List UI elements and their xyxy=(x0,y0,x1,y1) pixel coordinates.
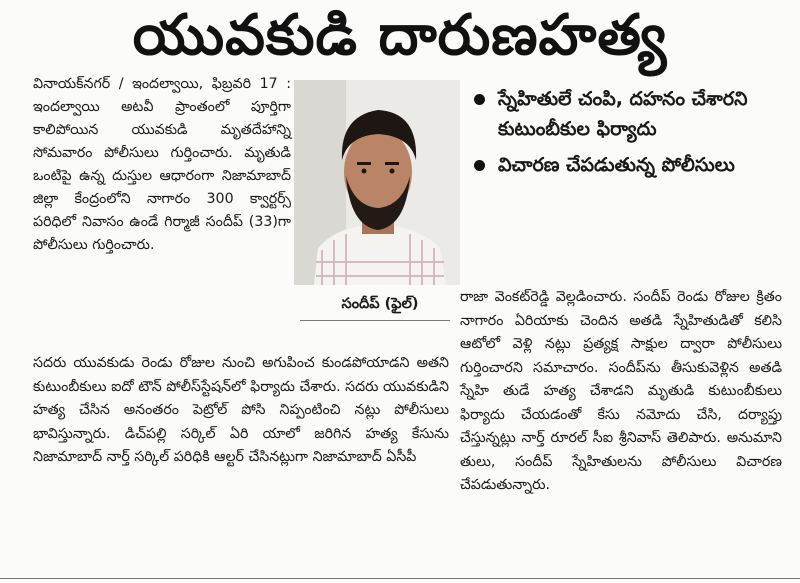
victim-photo xyxy=(294,80,460,285)
bullet-icon xyxy=(474,160,485,171)
bullet-icon xyxy=(474,94,485,105)
article-headline: యువకుడి దారుణహత్య xyxy=(132,3,668,68)
highlights-box xyxy=(464,84,786,186)
highlight-text: స్నేహితులే చంపి, దహనం చేశారని కుటుంబీకుల ఫిర్యాదు xyxy=(498,88,748,140)
caption-divider xyxy=(300,320,450,321)
highlight-item xyxy=(464,150,786,180)
bottom-divider xyxy=(0,578,800,579)
article-body-bottom-left: సదరు యువకుడు రెండు రోజుల నుంచి అగుపించ కుండపోయాడని అతని కుటుంబీకులు ఐదో టౌన్ పోలీస్‌స్టేషన్‌లో ఫిర్యాదు చేశారు. సదరు యువకుడిని హత్య చేసిన అనంతరం పెట్రోల్ పోసి నిప్పంటించి నట్లు పోలీసులు భావిస్తున్నారు. డిచ్‌పల్లి సర్కిల్ ఏరి యాలో జరిగిన హత్య కేసును నిజామాబాద్ నార్త్ సర్కిల్ పరిధికి ఆల్టర్ చేసినట్లుగా నిజామాబాద్ ఏసీపీ xyxy=(33,355,449,465)
article-body-right: రాజా వెంకట్‌రెడ్డి వెల్లడించారు. సందీప్ రెండు రోజుల క్రితం నాగారం ఏరియాకు చెందిన అతడి స్నేహితుడితో కలిసి ఆటోలో వెళ్లి నట్లు ప్రత్యక్ష సాక్షుల ద్వారా పోలీసులు గుర్తించారని సమాచారం. సందీప్‌ను తీసుకువెళ్లిన అతడి స్నేహి తుడే హత్య చేశాడని మృతుడి కుటుంబీకులు ఫిర్యాదు చేయడంతో కేసు నమోదు చేసి, దర్యాప్తు చేస్తున్నట్లు నార్త్ రూరల్ సీఐ శ్రీనివాస్ తెలిపారు. అనుమాని తులు, సందీప్ స్నేహితులను పోలీసులు విచారణ చేపడుతున్నారు. xyxy=(460,289,782,493)
article-body-top-left: వినాయక్‌నగర్ / ఇందల్వాయి, ఫిబ్రవరి 17 : ఇందల్వాయి అటవీ ప్రాంతంలో పూర్తిగా కాలిపోయిన యువకుడి మృతదేహాన్ని సోమవారం పోలీసులు గుర్తించారు. మృతుడి ఒంటిపై ఉన్న దుస్తుల ఆధారంగా నిజామాబాద్ జిల్లా కేంద్రంలోని నాగారం 300 క్వార్టర్స్ పరిధిలో నివాసం ఉండే గిర్మాజీ సందీప్ (33)గా పోలీసులు గుర్తించారు. xyxy=(33,76,291,253)
highlight-text: విచారణ చేపడుతున్న పోలీసులు xyxy=(498,154,735,176)
highlight-item xyxy=(464,84,786,144)
person-portrait-image xyxy=(294,80,460,285)
photo-caption: సందీప్ (ఫైల్) xyxy=(341,296,419,312)
